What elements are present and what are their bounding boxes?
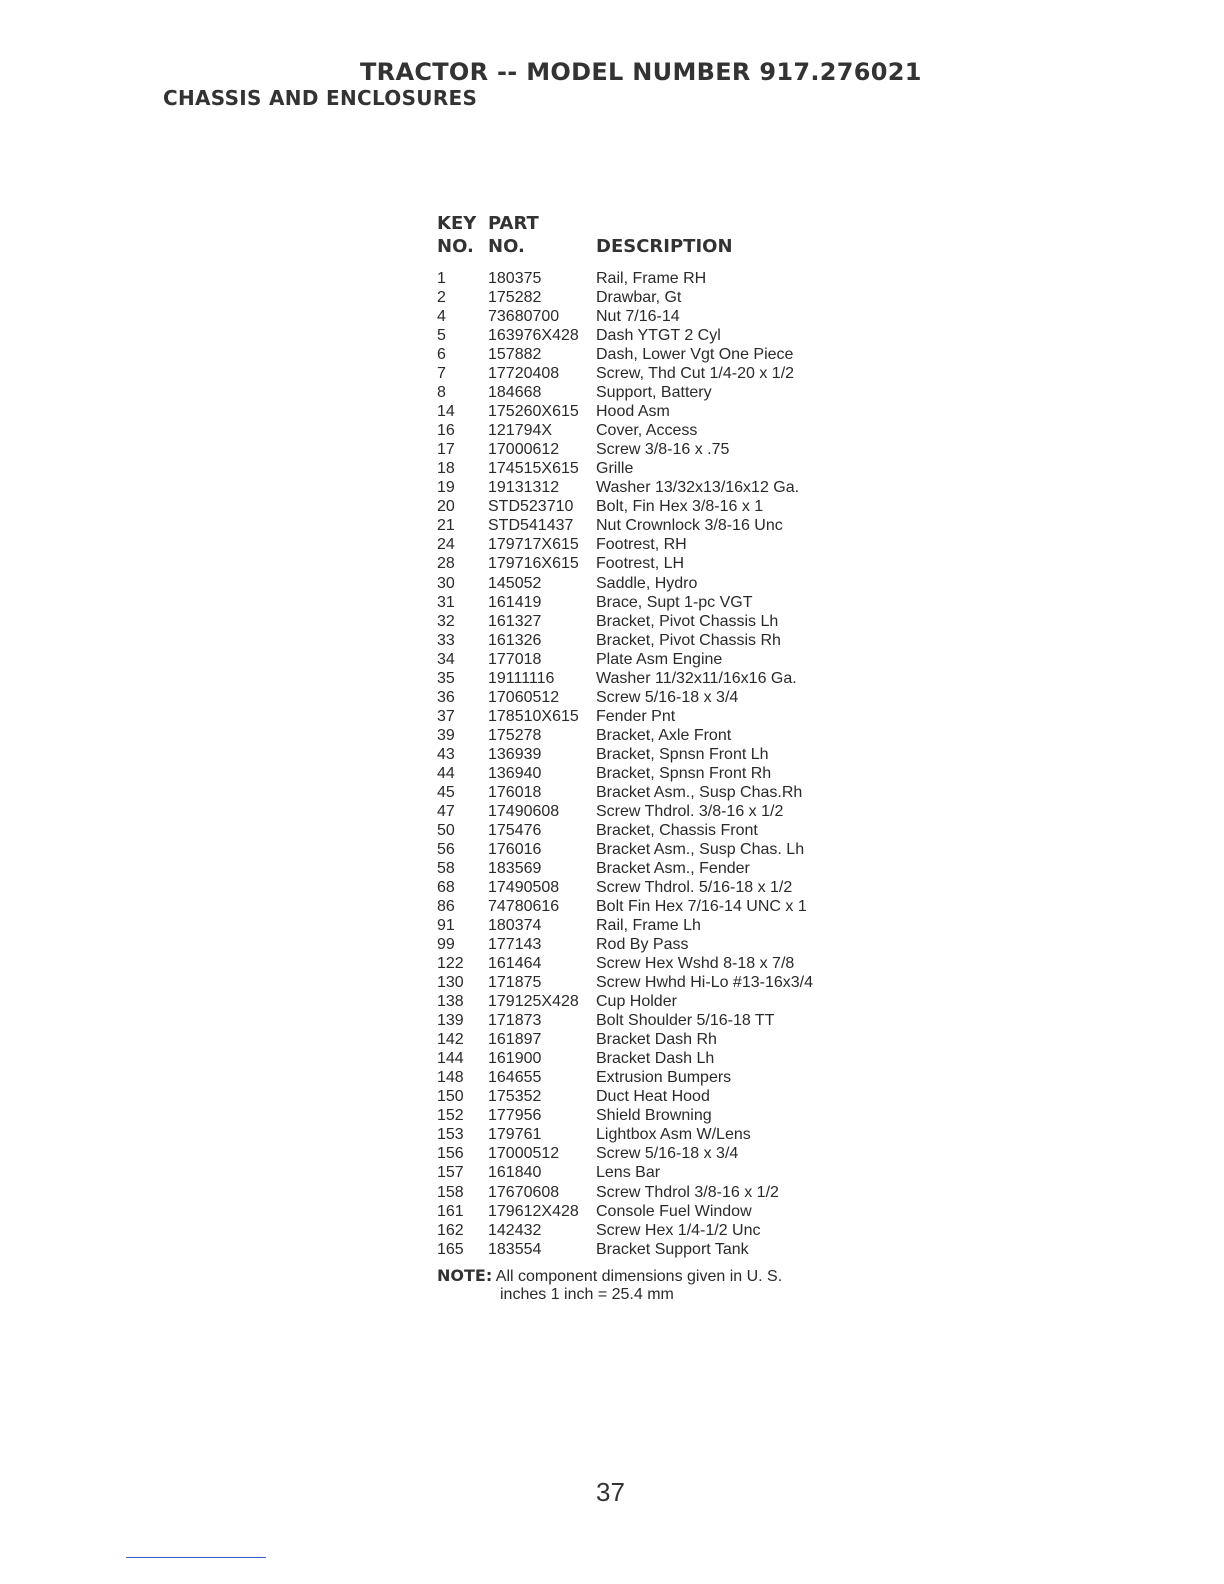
- key-number: 6: [437, 346, 446, 364]
- parts-row: [437, 916, 857, 935]
- part-description: Cover, Access: [596, 422, 698, 440]
- part-description: Bracket, Pivot Chassis Lh: [596, 612, 779, 630]
- key-number: 99: [437, 936, 455, 954]
- part-number: 180374: [488, 917, 542, 935]
- part-description: Screw Hex 1/4-1/2 Unc: [596, 1221, 761, 1239]
- part-number: 74780616: [488, 898, 560, 916]
- key-number: 142: [437, 1031, 464, 1049]
- key-number: 158: [437, 1183, 464, 1201]
- key-number: 122: [437, 955, 464, 973]
- part-description: Footrest, RH: [596, 536, 687, 554]
- parts-row: [437, 593, 857, 612]
- parts-row: [437, 859, 857, 878]
- part-description: Screw, Thd Cut 1/4-20 x 1/2: [596, 365, 795, 383]
- part-number: 177018: [488, 650, 542, 668]
- note: [437, 1266, 783, 1303]
- parts-row: [437, 383, 857, 402]
- parts-row: [437, 669, 857, 688]
- key-number: 37: [437, 707, 455, 725]
- part-number: STD541437: [488, 517, 574, 535]
- part-description: Screw Hex Wshd 8-18 x 7/8: [596, 955, 795, 973]
- key-number: 157: [437, 1164, 464, 1182]
- part-description: Bracket Dash Rh: [596, 1031, 717, 1049]
- part-description: Washer 13/32x13/16x12 Ga.: [596, 479, 800, 497]
- part-number: 161327: [488, 612, 542, 630]
- parts-row: [437, 688, 857, 707]
- header-key-bottom: NO.: [437, 236, 474, 257]
- part-number: 184668: [488, 384, 542, 402]
- parts-row: [437, 650, 857, 669]
- part-number: 176018: [488, 783, 542, 801]
- key-number: 86: [437, 898, 455, 916]
- part-description: Rail, Frame Lh: [596, 917, 701, 935]
- key-number: 28: [437, 555, 455, 573]
- parts-row: [437, 764, 857, 783]
- key-number: 56: [437, 840, 455, 858]
- parts-row: [437, 421, 857, 440]
- part-description: Saddle, Hydro: [596, 574, 698, 592]
- part-description: Bracket Asm., Fender: [596, 859, 750, 877]
- parts-row: [437, 821, 857, 840]
- key-number: 36: [437, 688, 455, 706]
- part-description: Console Fuel Window: [596, 1202, 752, 1220]
- part-number: 179716X615: [488, 555, 579, 573]
- part-number: 175352: [488, 1088, 542, 1106]
- part-number: 19131312: [488, 479, 560, 497]
- note-label: NOTE:: [437, 1266, 493, 1285]
- parts-row: [437, 1202, 857, 1221]
- parts-row: [437, 783, 857, 802]
- footer-rule: [126, 1557, 266, 1558]
- part-number: 180375: [488, 270, 542, 287]
- part-description: Hood Asm: [596, 403, 670, 421]
- parts-row: [437, 364, 857, 383]
- key-number: 50: [437, 821, 455, 839]
- part-number: 177143: [488, 936, 542, 954]
- key-number: 162: [437, 1221, 464, 1239]
- part-number: 171875: [488, 974, 542, 992]
- part-description: Screw 5/16-18 x 3/4: [596, 688, 739, 706]
- key-number: 30: [437, 574, 455, 592]
- parts-row: [437, 516, 857, 535]
- part-number: 179612X428: [488, 1202, 579, 1220]
- part-number: 17720408: [488, 365, 560, 383]
- part-number: 176016: [488, 840, 542, 858]
- key-number: 156: [437, 1145, 464, 1163]
- parts-row: [437, 954, 857, 973]
- part-number: 19111116: [488, 669, 555, 687]
- page-number: 37: [596, 1477, 625, 1507]
- parts-row: [437, 840, 857, 859]
- part-description: Rail, Frame RH: [596, 270, 707, 287]
- parts-row: [437, 269, 857, 288]
- part-number: 17490608: [488, 802, 560, 820]
- part-number: 171873: [488, 1012, 542, 1030]
- part-description: Screw Hwhd Hi-Lo #13-16x3/4: [596, 974, 813, 992]
- parts-row: [437, 1068, 857, 1087]
- parts-row: [437, 802, 857, 821]
- parts-list: [437, 269, 857, 1259]
- parts-row: [437, 1030, 857, 1049]
- part-description: Nut 7/16-14: [596, 308, 680, 326]
- part-description: Shield Browning: [596, 1107, 712, 1125]
- parts-row: [437, 707, 857, 726]
- key-number: 43: [437, 745, 455, 763]
- part-description: Dash, Lower Vgt One Piece: [596, 346, 794, 364]
- key-number: 45: [437, 783, 455, 801]
- key-number: 138: [437, 993, 464, 1011]
- part-description: Grille: [596, 460, 634, 478]
- part-description: Support, Battery: [596, 384, 712, 402]
- part-description: Bracket, Chassis Front: [596, 821, 758, 839]
- part-number: 145052: [488, 574, 542, 592]
- parts-row: [437, 535, 857, 554]
- parts-row: [437, 1049, 857, 1068]
- key-number: 35: [437, 669, 455, 687]
- part-description: Bolt, Fin Hex 3/8-16 x 1: [596, 498, 764, 516]
- part-number: 178510X615: [488, 707, 579, 725]
- part-description: Footrest, LH: [596, 555, 685, 573]
- part-description: Bracket Support Tank: [596, 1240, 749, 1258]
- part-number: 17670608: [488, 1183, 560, 1201]
- part-number: 161326: [488, 631, 542, 649]
- key-number: 31: [437, 593, 455, 611]
- part-description: Lens Bar: [596, 1164, 661, 1182]
- part-number: 161897: [488, 1031, 542, 1049]
- part-number: 183569: [488, 859, 542, 877]
- key-number: 44: [437, 764, 455, 782]
- key-number: 1: [437, 270, 446, 287]
- parts-row: [437, 440, 857, 459]
- key-number: 165: [437, 1240, 464, 1258]
- part-number: STD523710: [488, 498, 574, 516]
- parts-row: [437, 878, 857, 897]
- parts-row: [437, 307, 857, 326]
- part-number: 177956: [488, 1107, 542, 1125]
- key-number: 58: [437, 859, 455, 877]
- part-number: 175476: [488, 821, 542, 839]
- parts-row: [437, 497, 857, 516]
- part-number: 179125X428: [488, 993, 579, 1011]
- part-number: 175260X615: [488, 403, 579, 421]
- part-description: Screw 5/16-18 x 3/4: [596, 1145, 739, 1163]
- section-subtitle: CHASSIS AND ENCLOSURES: [163, 86, 478, 110]
- parts-row: [437, 326, 857, 345]
- part-number: 142432: [488, 1221, 542, 1239]
- header-part-top: PART: [488, 213, 539, 234]
- parts-row: [437, 612, 857, 631]
- part-number: 157882: [488, 346, 542, 364]
- parts-row: [437, 345, 857, 364]
- key-number: 20: [437, 498, 455, 516]
- key-number: 161: [437, 1202, 464, 1220]
- key-number: 130: [437, 974, 464, 992]
- part-number: 17490508: [488, 879, 560, 896]
- part-description: Rod By Pass: [596, 936, 689, 954]
- part-number: 136940: [488, 764, 542, 782]
- part-number: 161840: [488, 1164, 542, 1182]
- key-number: 144: [437, 1050, 464, 1068]
- part-number: 161900: [488, 1050, 542, 1068]
- parts-row: [437, 402, 857, 421]
- key-number: 24: [437, 536, 455, 554]
- parts-row: [437, 897, 857, 916]
- part-description: Screw Thdrol. 5/16-18 x 1/2: [596, 879, 793, 896]
- key-number: 18: [437, 460, 455, 478]
- part-number: 161419: [488, 593, 542, 611]
- parts-row: [437, 1011, 857, 1030]
- parts-row: [437, 1144, 857, 1163]
- part-description: Drawbar, Gt: [596, 289, 682, 307]
- key-number: 68: [437, 879, 455, 896]
- key-number: 153: [437, 1126, 464, 1144]
- key-number: 2: [437, 289, 446, 307]
- part-number: 73680700: [488, 308, 560, 326]
- key-number: 16: [437, 422, 455, 440]
- parts-row: [437, 745, 857, 764]
- header-description: DESCRIPTION: [596, 236, 733, 257]
- parts-row: [437, 554, 857, 573]
- parts-row: [437, 631, 857, 650]
- note-line1: All component dimensions given in U. S.: [495, 1268, 783, 1285]
- key-number: 8: [437, 384, 446, 402]
- key-number: 5: [437, 327, 446, 345]
- parts-row: [437, 1221, 857, 1240]
- key-number: 39: [437, 726, 455, 744]
- parts-row: [437, 1087, 857, 1106]
- parts-row: [437, 726, 857, 745]
- key-number: 47: [437, 802, 455, 820]
- part-description: Screw 3/8-16 x .75: [596, 441, 730, 459]
- part-description: Lightbox Asm W/Lens: [596, 1126, 751, 1144]
- part-number: 183554: [488, 1240, 542, 1258]
- key-number: 17: [437, 441, 455, 459]
- page-title: TRACTOR -- MODEL NUMBER 917.276021: [360, 58, 922, 86]
- part-description: Dash YTGT 2 Cyl: [596, 327, 721, 345]
- part-description: Bracket, Spnsn Front Lh: [596, 745, 769, 763]
- part-description: Duct Heat Hood: [596, 1088, 710, 1106]
- key-number: 34: [437, 650, 455, 668]
- part-number: 17060512: [488, 688, 560, 706]
- key-number: 19: [437, 479, 455, 497]
- part-description: Bracket, Spnsn Front Rh: [596, 764, 772, 782]
- part-number: 179717X615: [488, 536, 579, 554]
- parts-row: [437, 1125, 857, 1144]
- parts-row: [437, 1183, 857, 1202]
- parts-row: [437, 1163, 857, 1182]
- key-number: 139: [437, 1012, 464, 1030]
- part-description: Bracket, Axle Front: [596, 726, 732, 744]
- part-description: Screw Thdrol. 3/8-16 x 1/2: [596, 802, 784, 820]
- part-number: 121794X: [488, 422, 553, 440]
- key-number: 32: [437, 612, 455, 630]
- part-description: Nut Crownlock 3/8-16 Unc: [596, 517, 783, 535]
- key-number: 152: [437, 1107, 464, 1125]
- part-description: Bolt Shoulder 5/16-18 TT: [596, 1012, 775, 1030]
- parts-row: [437, 1106, 857, 1125]
- part-description: Bracket Dash Lh: [596, 1050, 715, 1068]
- part-description: Fender Pnt: [596, 707, 676, 725]
- part-number: 179761: [488, 1126, 542, 1144]
- part-number: 164655: [488, 1069, 542, 1087]
- part-description: Cup Holder: [596, 993, 677, 1011]
- note-line2: inches 1 inch = 25.4 mm: [500, 1286, 674, 1303]
- part-description: Bracket, Pivot Chassis Rh: [596, 631, 781, 649]
- part-number: 161464: [488, 955, 542, 973]
- key-number: 150: [437, 1088, 464, 1106]
- part-description: Screw Thdrol 3/8-16 x 1/2: [596, 1183, 779, 1201]
- header-key-top: KEY: [437, 213, 477, 234]
- key-number: 4: [437, 308, 446, 326]
- part-description: Plate Asm Engine: [596, 650, 723, 668]
- parts-row: [437, 992, 857, 1011]
- header-part-bottom: NO.: [488, 236, 525, 257]
- parts-row: [437, 973, 857, 992]
- part-description: Brace, Supt 1-pc VGT: [596, 593, 753, 611]
- key-number: 91: [437, 917, 455, 935]
- key-number: 7: [437, 365, 446, 383]
- parts-row: [437, 935, 857, 954]
- part-number: 174515X615: [488, 460, 579, 478]
- parts-row: [437, 288, 857, 307]
- key-number: 21: [437, 517, 455, 535]
- key-number: 33: [437, 631, 455, 649]
- part-number: 163976X428: [488, 327, 579, 345]
- part-description: Washer 11/32x11/16x16 Ga.: [596, 669, 797, 687]
- part-number: 17000512: [488, 1145, 560, 1163]
- parts-row: [437, 574, 857, 593]
- parts-row: [437, 1240, 857, 1259]
- part-number: 175278: [488, 726, 542, 744]
- part-description: Bracket Asm., Susp Chas.Rh: [596, 783, 803, 801]
- part-number: 136939: [488, 745, 542, 763]
- parts-row: [437, 459, 857, 478]
- part-description: Bracket Asm., Susp Chas. Lh: [596, 840, 805, 858]
- key-number: 14: [437, 403, 455, 421]
- parts-row: [437, 478, 857, 497]
- part-description: Bolt Fin Hex 7/16-14 UNC x 1: [596, 898, 807, 916]
- part-number: 17000612: [488, 441, 560, 459]
- key-number: 148: [437, 1069, 464, 1087]
- part-description: Extrusion Bumpers: [596, 1069, 732, 1087]
- part-number: 175282: [488, 289, 542, 307]
